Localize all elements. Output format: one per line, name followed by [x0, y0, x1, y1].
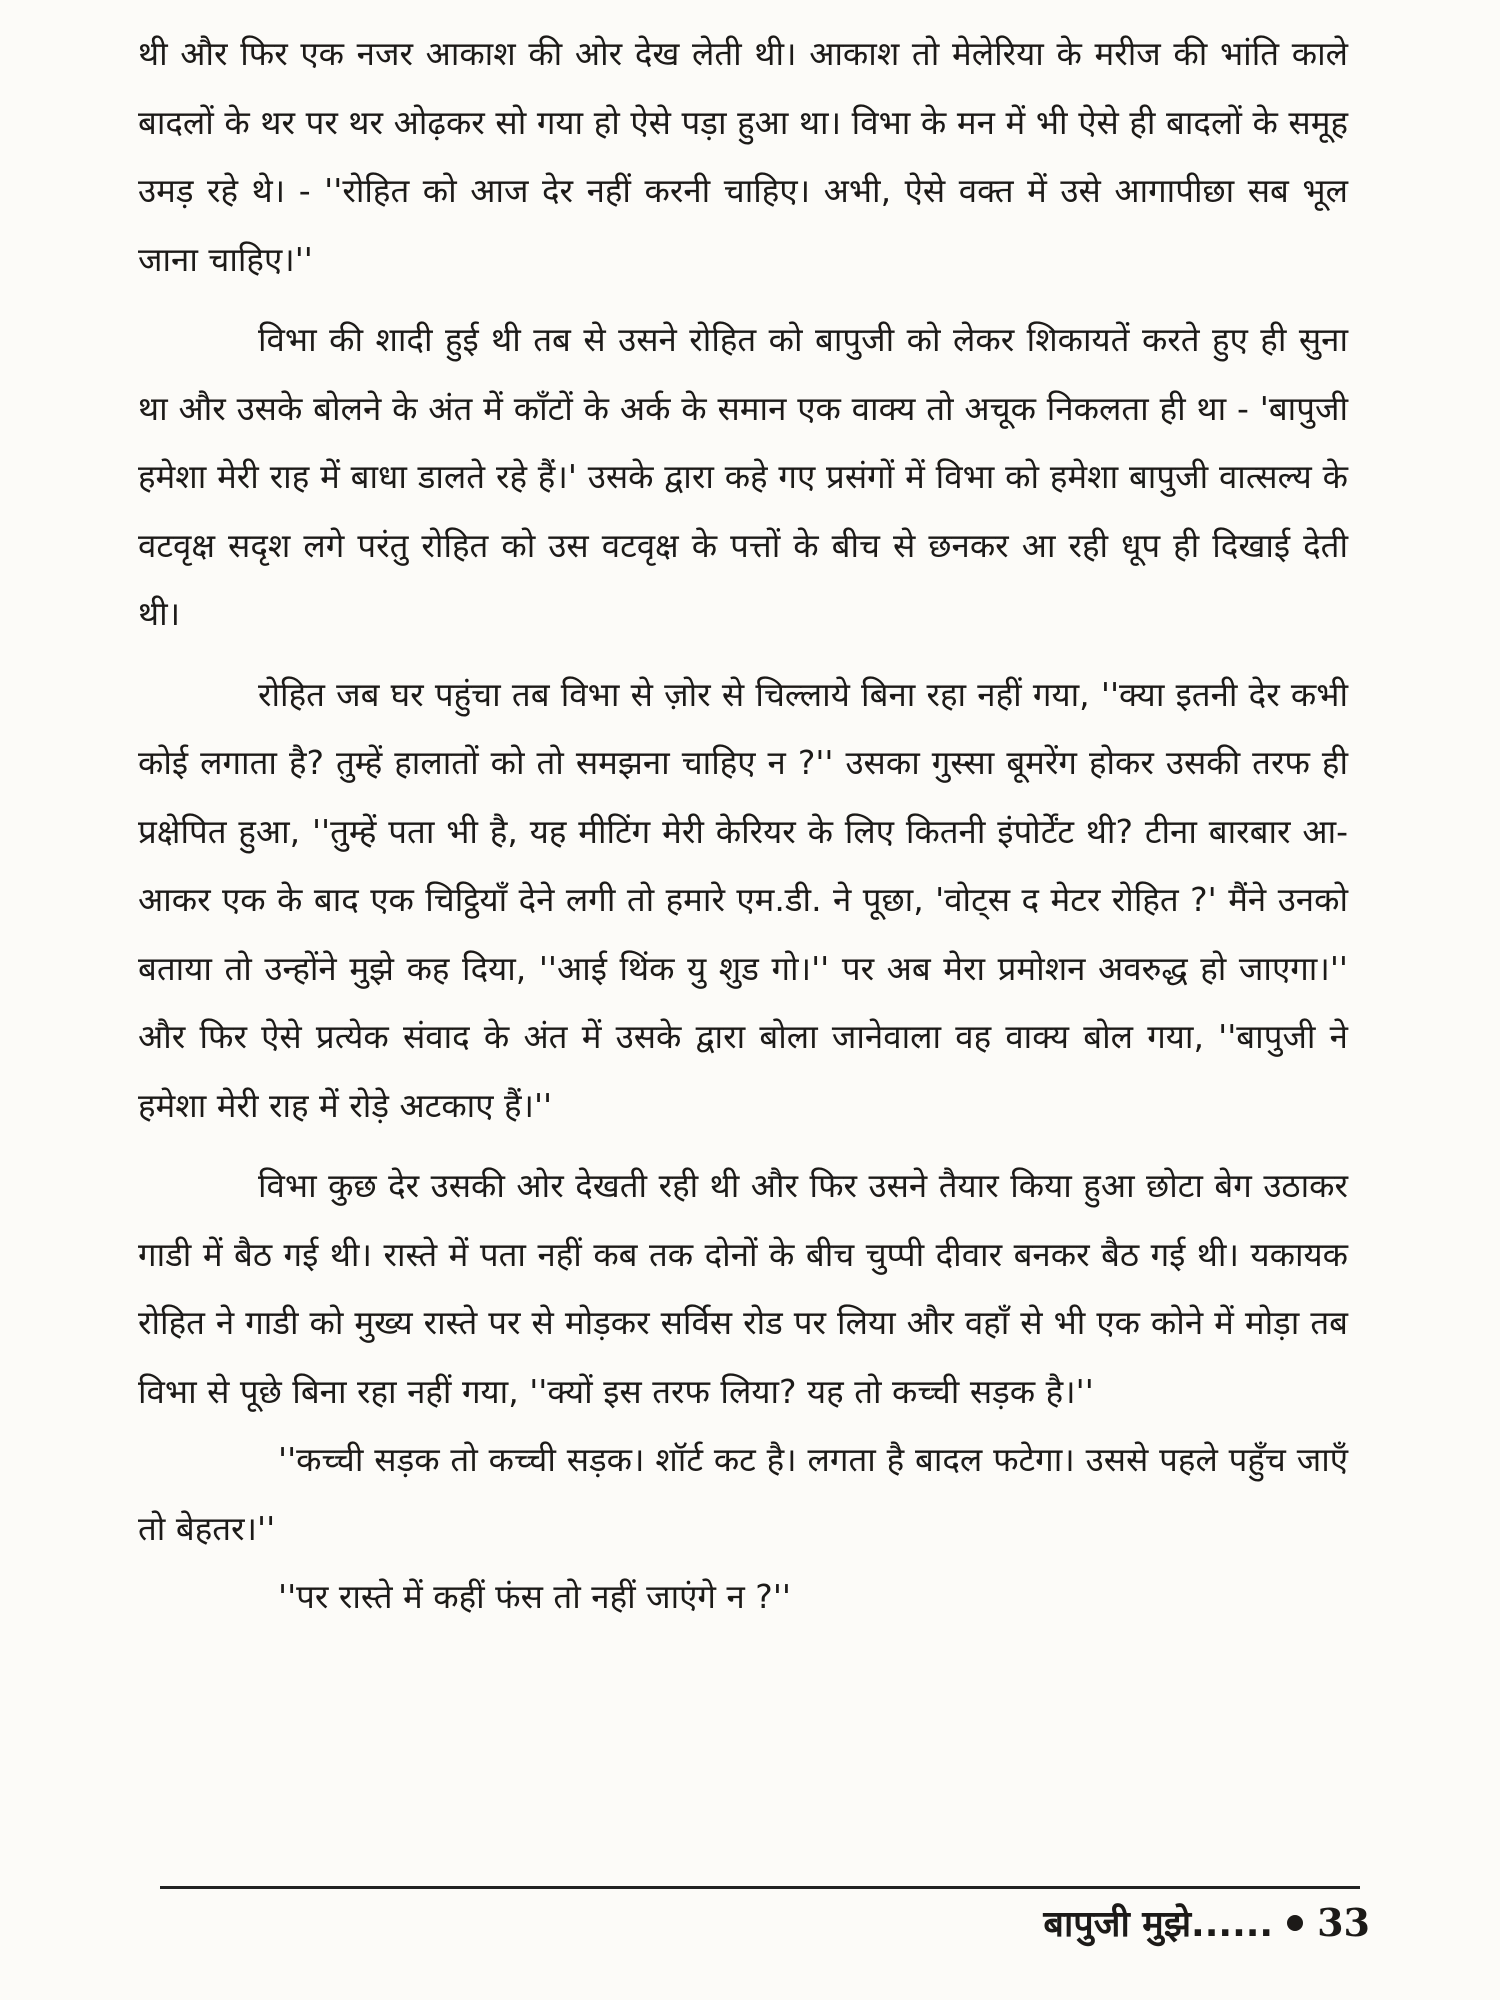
footer-divider — [160, 1886, 1360, 1889]
paragraph-continuation: थी और फिर एक नजर आकाश की ओर देख लेती थी। आकाश तो मेलेरिया के मरीज की भांति काले बादलों के थर पर थर ओढ़कर सो गया हो ऐसे पड़ा हुआ था। विभा के मन में भी ऐसे ही बादलों के समूह उमड़ रहे थे। - ''रोहित को आज देर नहीं करनी चाहिए। अभी, ऐसे वक्त में उसे आगापीछा सब भूल जाना चाहिए।'' — [138, 34, 1348, 279]
paragraph-vibha-marriage: विभा की शादी हुई थी तब से उसने रोहित को बापुजी को लेकर शिकायतें करते हुए ही सुना था और उसके बोलने के अंत में काँटों के अर्क के समान एक वाक्य तो अचूक निकलता ही था - 'बापुजी हमेशा मेरी राह में बाधा डालते रहे हैं।' उसके द्वारा कहे गए प्रसंगों में विभा को हमेशा बापुजी वात्सल्य के वटवृक्ष सदृश लगे परंतु रोहित को उस वटवृक्ष के पत्तों के बीच से छनकर आ रही धूप ही दिखाई देती थी। — [138, 320, 1348, 633]
paragraph-stuck-question: ''पर रास्ते में कहीं फंस तो नहीं जाएंगे न ?'' — [278, 1577, 791, 1616]
body-text — [138, 20, 1348, 1632]
page-footer — [1043, 1898, 1370, 1947]
paragraph-rohit-arrives: रोहित जब घर पहुंचा तब विभा से ज़ोर से चिल्लाये बिना रहा नहीं गया, ''क्या इतनी देर कभी कोई लगाता है? तुम्हें हालातों को तो समझना चाहिए न ?'' उसका गुस्सा बूमरेंग होकर उसकी तरफ ही प्रक्षेपित हुआ, ''तुम्हें पता भी है, यह मीटिंग मेरी केरियर के लिए कितनी इंपोर्टेंट थी? टीना बारबार आ-आकर एक के बाद एक चिट्ठियाँ देने लगी तो हमारे एम.डी. ने पूछा, 'वोट्स द मेटर रोहित ?' मैंने उनको बताया तो उन्होंने मुझे कह दिया, ''आई थिंक यु शुड गो।'' पर अब मेरा प्रमोशन अवरुद्ध हो जाएगा।'' और फिर ऐसे प्रत्येक संवाद के अंत में उसके द्वारा बोला जानेवाला वह वाक्य बोल गया, ''बापुजी ने हमेशा मेरी राह में रोड़े अटकाए हैं।'' — [138, 674, 1348, 1125]
paragraph-car-journey: विभा कुछ देर उसकी ओर देखती रही थी और फिर उसने तैयार किया हुआ छोटा बेग उठाकर गाडी में बैठ गई थी। रास्ते में पता नहीं कब तक दोनों के बीच चुप्पी दीवार बनकर बैठ गई थी। यकायक रोहित ने गाडी को मुख्य रास्ते पर से मोड़कर सर्विस रोड पर लिया और वहाँ से भी एक कोने में मोड़ा तब विभा से पूछे बिना रहा नहीं गया, ''क्यों इस तरफ लिया? यह तो कच्ची सड़क है।'' — [138, 1166, 1348, 1411]
running-title: बापुजी मुझे...... — [1043, 1904, 1274, 1945]
paragraph-shortcut-dialogue: ''कच्ची सड़क तो कच्ची सड़क। शॉर्ट कट है। लगता है बादल फटेगा। उससे पहले पहुँच जाएँ तो बेहतर।'' — [138, 1440, 1348, 1548]
bullet-dot-icon — [1287, 1915, 1303, 1931]
page-number: 33 — [1317, 1900, 1370, 1945]
